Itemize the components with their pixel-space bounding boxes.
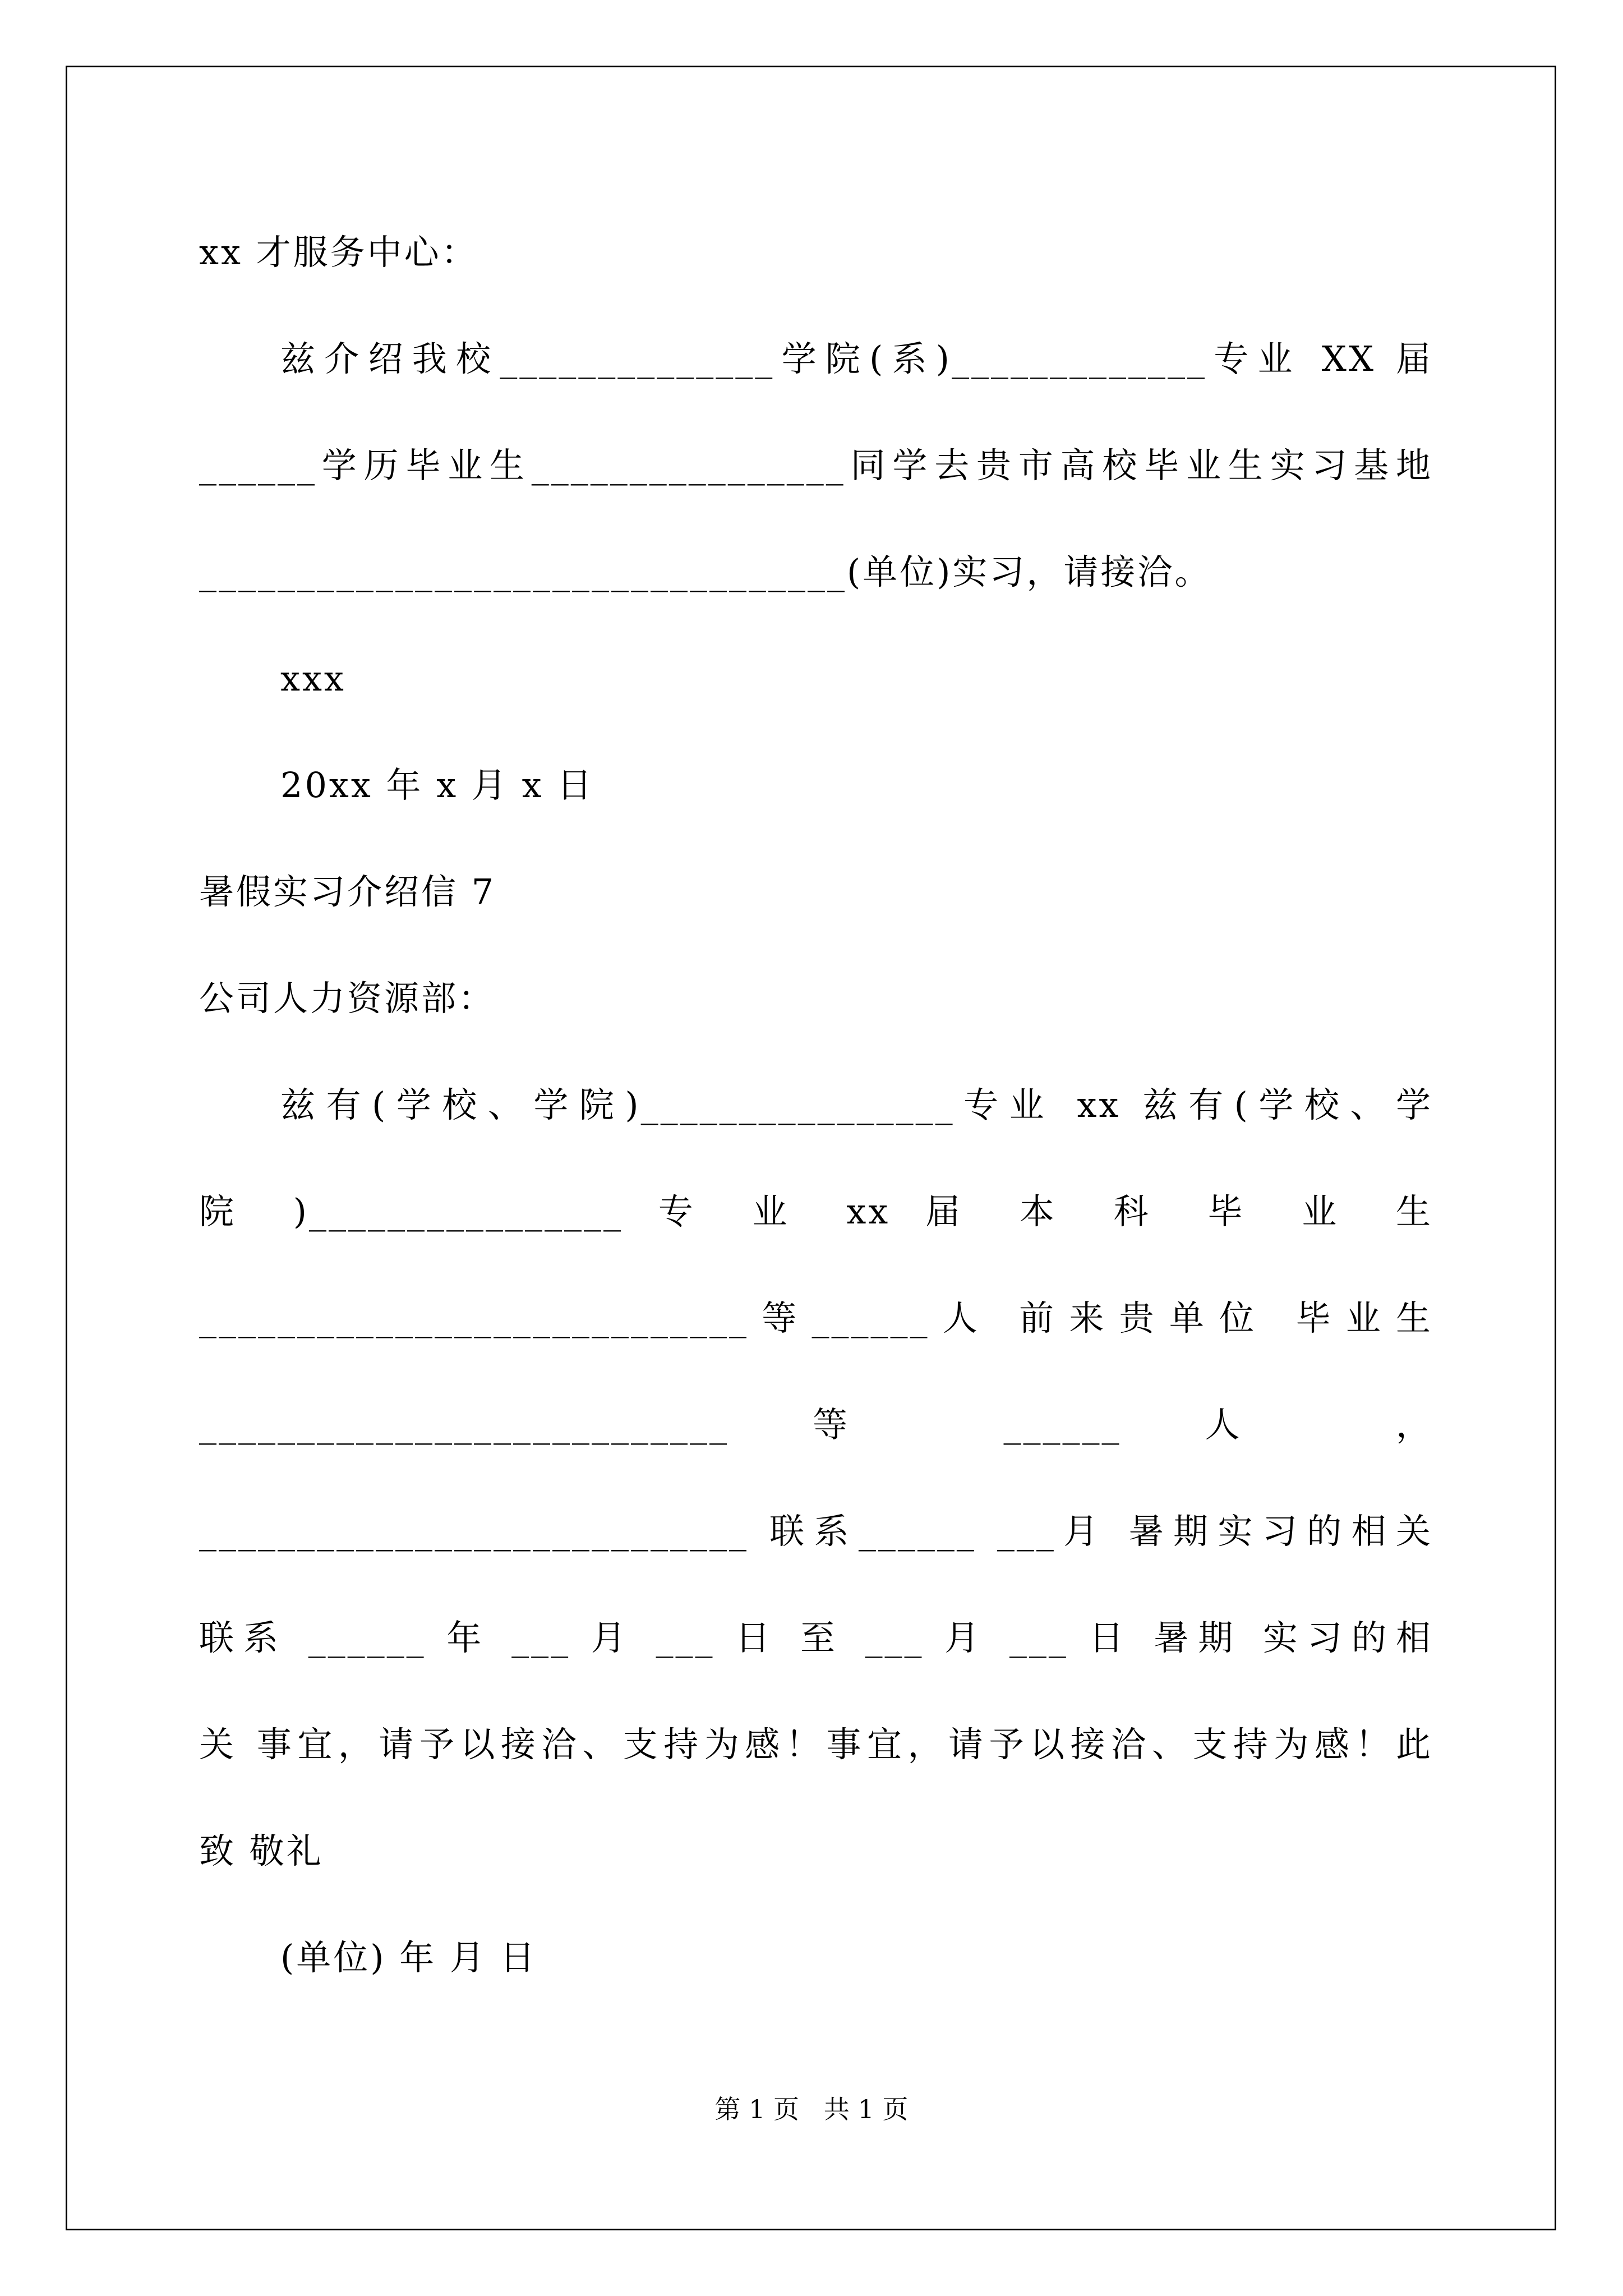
signature-date-line: (单位) 年 月 日 — [280, 1937, 537, 1978]
closing-line: 致 敬礼 — [199, 1830, 324, 1871]
body-line: 院 )________________ 专 业 xx 届 本 科 毕 业 生 — [199, 1191, 1433, 1232]
body-line: ______学历毕业生________________同学去贵市高校毕业生实习基地 — [199, 445, 1433, 486]
body-line: _________________________________(单位)实习，请接洽。 — [199, 551, 1212, 592]
salutation-line: xx 才服务中心： — [199, 232, 478, 273]
body-line: ____________________________ 联系______ ___月 暑期实习的相关 — [199, 1511, 1433, 1552]
salutation-line: 公司人力资源部： — [199, 978, 496, 1019]
body-line: ____________________________等______人 前来贵单位 毕业生 — [199, 1297, 1433, 1338]
body-line: 兹介绍我校______________学院(系)_____________专业 XX 届 — [280, 338, 1433, 379]
body-line: 兹有(学校、学院)________________专业 xx 兹有(学校、学 — [280, 1084, 1433, 1125]
body-line: 联系 ______ 年 ___ 月 ___ 日 至 ___ 月 ___ 日 暑期 实习的相 — [199, 1617, 1433, 1658]
page-border — [66, 66, 1556, 2230]
section-title: 暑假实习介绍信 7 — [199, 871, 496, 912]
body-line: 关 事宜，请予以接洽、支持为感！事宜，请予以接洽、支持为感！此 — [199, 1724, 1433, 1765]
date-line: 20xx 年 x 月 x 日 — [280, 765, 594, 806]
body-line: ___________________________ 等 ______ 人 ， — [199, 1404, 1433, 1445]
signature-line: xxx — [280, 658, 346, 699]
page-footer: 第 1 页 共 1 页 — [714, 2094, 909, 2124]
